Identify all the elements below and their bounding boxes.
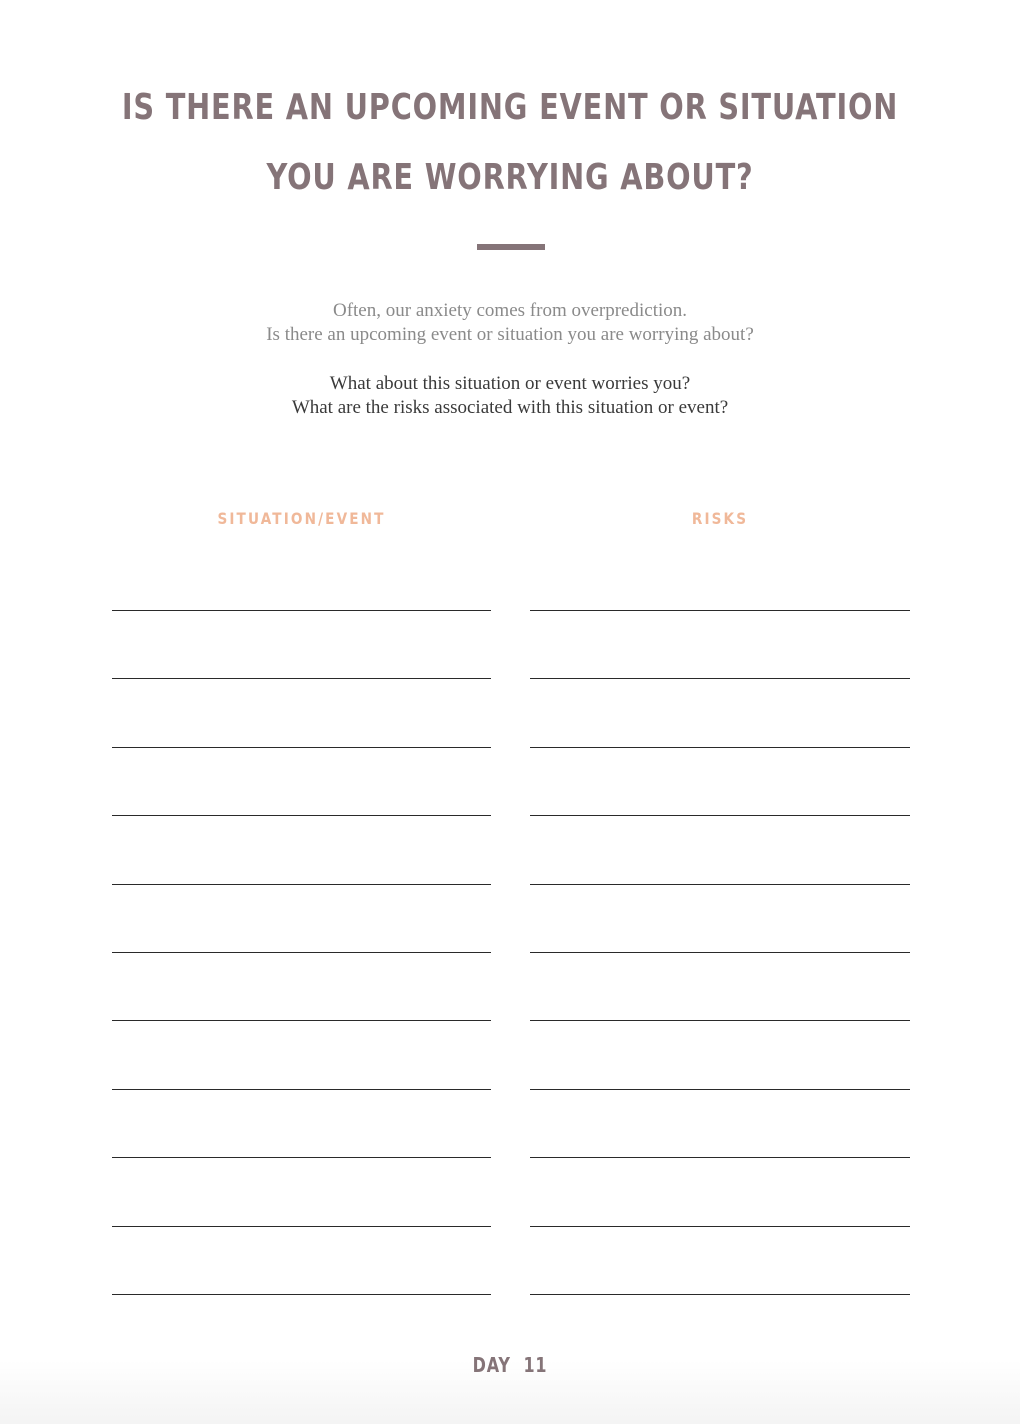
day-label: DAY 11 bbox=[472, 1353, 548, 1377]
risks-writing-line[interactable] bbox=[530, 884, 910, 885]
intro-text-1: Often, our anxiety comes from overprediction. bbox=[332, 300, 688, 321]
risks-writing-line[interactable] bbox=[530, 1226, 910, 1227]
page-title-line-1: IS THERE AN UPCOMING EVENT OR SITUATION bbox=[121, 87, 899, 128]
risks-writing-line[interactable] bbox=[530, 1089, 910, 1090]
risks-writing-line[interactable] bbox=[530, 952, 910, 953]
situation-event-writing-line[interactable] bbox=[112, 610, 491, 611]
prompt-question-1: What about this situation or event worries you? bbox=[329, 373, 691, 394]
situation-event-writing-line[interactable] bbox=[112, 884, 491, 885]
intro-text-2: Is there an upcoming event or situation you are worrying about? bbox=[266, 324, 754, 345]
situation-event-writing-line[interactable] bbox=[112, 678, 491, 679]
situation-event-writing-line[interactable] bbox=[112, 1157, 491, 1158]
risks-writing-line[interactable] bbox=[530, 678, 910, 679]
risks-writing-line[interactable] bbox=[530, 610, 910, 611]
risks-heading: RISKS bbox=[691, 509, 749, 528]
situation-event-writing-line[interactable] bbox=[112, 1294, 491, 1295]
situation-event-writing-line[interactable] bbox=[112, 1020, 491, 1021]
situation-event-writing-line[interactable] bbox=[112, 952, 491, 953]
risks-writing-line[interactable] bbox=[530, 815, 910, 816]
title-divider bbox=[477, 244, 545, 250]
situation-event-writing-line[interactable] bbox=[112, 1226, 491, 1227]
prompt-question-2: What are the risks associated with this situation or event? bbox=[291, 397, 729, 418]
risks-writing-line[interactable] bbox=[530, 1157, 910, 1158]
page-title-line-2: YOU ARE WORRYING ABOUT? bbox=[266, 157, 754, 198]
situation-event-writing-line[interactable] bbox=[112, 815, 491, 816]
risks-writing-line[interactable] bbox=[530, 1294, 910, 1295]
situation-event-heading: SITUATION/EVENT bbox=[217, 509, 386, 528]
situation-event-writing-line[interactable] bbox=[112, 1089, 491, 1090]
risks-writing-line[interactable] bbox=[530, 1020, 910, 1021]
risks-writing-line[interactable] bbox=[530, 747, 910, 748]
situation-event-writing-line[interactable] bbox=[112, 747, 491, 748]
